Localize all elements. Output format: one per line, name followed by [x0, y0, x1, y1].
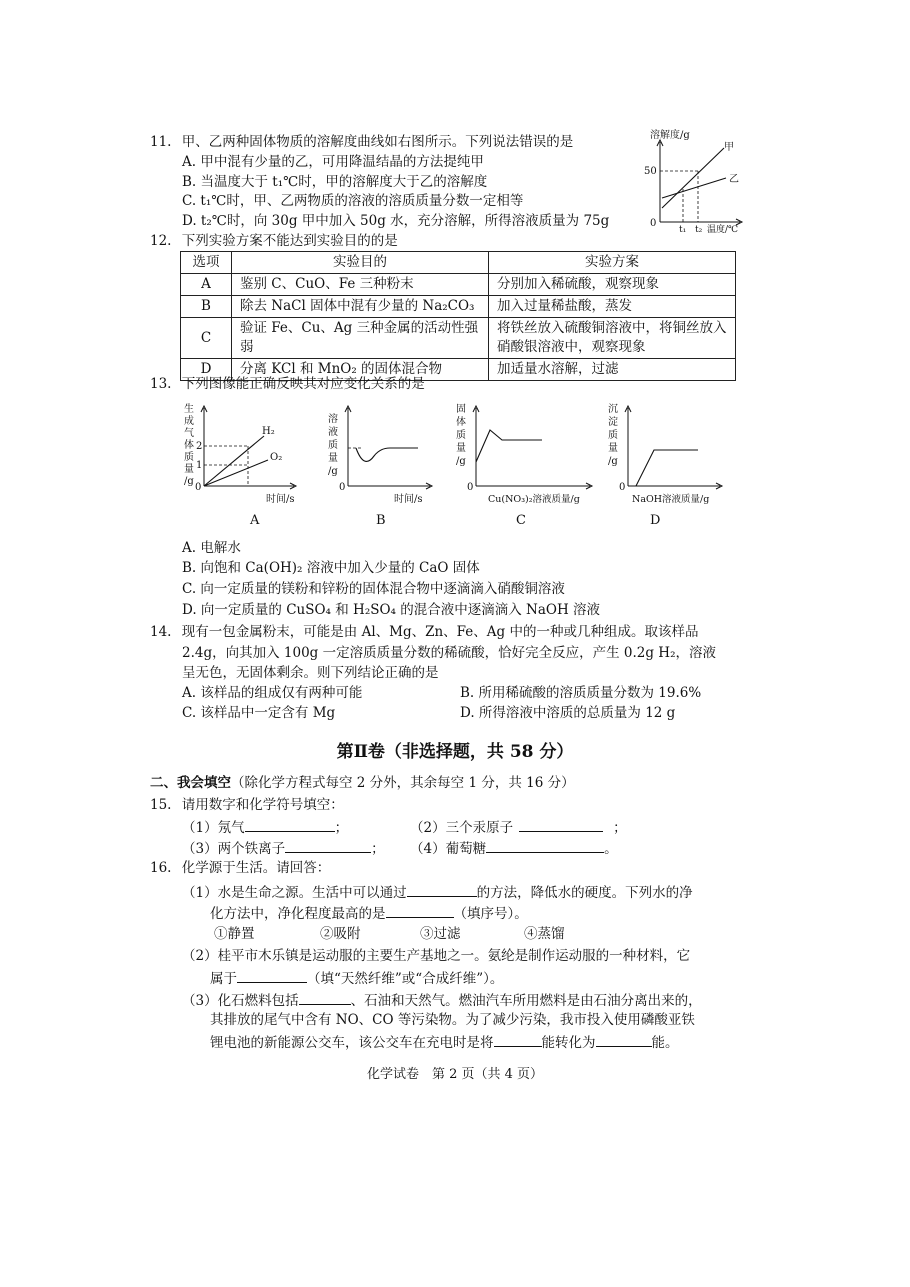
q12-header-plan: 实验方案 [489, 252, 736, 274]
q15-answer-blank-1[interactable] [245, 817, 335, 832]
q12-stem: 下列实验方案不能达到实验目的的是 [181, 233, 398, 249]
q12-row-option: B [181, 296, 232, 318]
q13-a-tick-1: 1 [196, 460, 203, 471]
q13-b-ylabel-char: 液 [328, 427, 338, 438]
q11-graph-origin: 0 [650, 218, 657, 229]
q11-graph-tick-50: 50 [644, 166, 657, 177]
q15-stem: 请用数字和化学符号填空： [181, 797, 344, 813]
q13-a-ylabel-char: 气 [184, 428, 194, 439]
q12-row-goal: 除去 NaCl 固体中混有少量的 Na₂CO₃ [232, 296, 489, 318]
q13-a-line-o2 [204, 460, 268, 486]
q16-part3-line3 [210, 1032, 679, 1053]
q13-a-letter: A [250, 513, 260, 528]
q12-table [180, 251, 736, 381]
q16-method-4: ④蒸馏 [524, 926, 565, 942]
q13-d-origin: 0 [619, 482, 626, 493]
q13-graph-b [322, 400, 442, 530]
q16-stem-line [150, 859, 330, 878]
q12-row-plan: 加入过量稀盐酸，蒸发 [489, 296, 736, 318]
q12-row-option: A [181, 274, 232, 296]
q13-b-xlabel: 时间/s [394, 494, 423, 505]
q14-option-c: C. 该样品中一定含有 Mg [182, 705, 336, 721]
q13-a-label-h2: H₂ [262, 426, 275, 437]
q11-stem: 甲、乙两种固体物质的溶解度曲线如右图所示。下列说法错误的是 [181, 134, 574, 150]
q11-number: 11. [150, 134, 172, 150]
q12-row-goal: 验证 Fe、Cu、Ag 三种金属的活动性强弱 [232, 318, 489, 359]
q16-method-2: ②吸附 [320, 926, 361, 942]
q15-answer-blank-2[interactable] [519, 817, 603, 832]
q13-a-label-o2: O₂ [270, 452, 283, 463]
q15-item-3 [182, 838, 385, 859]
q16-part2-line2 [210, 968, 503, 989]
q13-b-ylabel-char: 量 [328, 453, 338, 464]
q13-a-line-h2 [204, 436, 264, 486]
q11-option-d: D. t₂℃时，向 30g 甲中加入 50g 水，充分溶解，所得溶液质量为 75g [182, 213, 610, 229]
q16-part3-line2: 其排放的尾气中含有 NO、CO 等污染物。为了减少污染，我市投入使用磷酸亚铁 [210, 1012, 695, 1028]
q13-c-ylabel-char: 量 [456, 443, 466, 454]
q13-d-ylabel-char: /g [608, 456, 618, 467]
q16-p3-text-b: 、石油和天然气。燃油汽车所用燃料是由石油分离出来的， [350, 993, 702, 1009]
q13-b-ylabel-char: /g [328, 466, 338, 477]
q16-answer-blank-6[interactable] [596, 1032, 652, 1047]
q16-p1-text-d: （填序号）。 [453, 906, 528, 922]
q12-header-option: 选项 [181, 252, 232, 274]
q16-answer-blank-5[interactable] [494, 1032, 542, 1047]
q16-answer-blank-1[interactable] [407, 882, 477, 897]
q13-c-origin: 0 [467, 482, 474, 493]
q15-item-4 [410, 838, 618, 859]
q11-option-b: B. 当温度大于 t₁℃时，甲的溶解度大于乙的溶解度 [182, 174, 488, 190]
q16-p2-text-c: （填“天然纤维”或“合成纤维”）。 [307, 971, 504, 987]
q12-row-plan: 加适量水溶解，过滤 [489, 359, 736, 381]
q15-sep: ； [334, 820, 349, 836]
q13-option-b: B. 向饱和 Ca(OH)₂ 溶液中加入少量的 CaO 固体 [182, 560, 480, 576]
q13-a-ylabel-char: /g [184, 476, 194, 487]
q13-graph-c [452, 400, 602, 530]
q15-item-1-label: （1）氖气 [182, 820, 245, 836]
q14-stem-line-3: 呈无色，无固体剩余。则下列结论正确的是 [182, 665, 439, 681]
q13-d-ylabel-char: 质 [608, 430, 618, 441]
q11-graph-label-yi: 乙 [729, 174, 739, 185]
q13-a-origin: 0 [195, 482, 202, 493]
q11-graph-t2: t₂ [695, 225, 703, 234]
part-2-note: （除化学方程式每空 2 分外，其余每空 1 分，共 16 分） [231, 775, 575, 791]
q13-b-origin: 0 [339, 482, 346, 493]
q11-graph-xlabel: 温度/℃ [707, 225, 739, 234]
q15-sep: ； [613, 820, 627, 836]
q13-a-tick-2: 2 [196, 441, 203, 452]
q16-part1-line1 [182, 882, 693, 903]
q13-c-ylabel-char: /g [456, 456, 466, 467]
q13-b-curve [356, 448, 418, 461]
q13-option-a: A. 电解水 [182, 540, 241, 556]
q14-stem: 现有一包金属粉末，可能是由 Al、Mg、Zn、Fe、Ag 中的一种或几种组成。取该样品 [181, 624, 699, 640]
q16-p3-text-a: （3）化石燃料包括 [182, 993, 299, 1009]
q16-p3-text-d: 锂电池的新能源公交车，该公交车在充电时是将 [210, 1035, 494, 1051]
q12-row-option: D [181, 359, 232, 381]
q12-row-goal: 分离 KCl 和 MnO₂ 的固体混合物 [232, 359, 489, 381]
q13-option-d: D. 向一定质量的 CuSO₄ 和 H₂SO₄ 的混合液中逐滴滴入 NaOH 溶液 [182, 602, 601, 618]
q11-graph-label-jia: 甲 [724, 142, 734, 153]
q15-item-3-label: （3）两个铁离子 [182, 841, 286, 857]
q16-part1-line2 [210, 903, 528, 924]
part-2-heading: 二、我会填空 [150, 775, 231, 791]
q12-row-c [181, 318, 736, 359]
q13-c-xlabel: Cu(NO₃)₂溶液质量/g [488, 494, 580, 505]
section-2-title: 第Ⅱ卷（非选择题，共 58 分） [336, 742, 574, 762]
q13-graph-d [602, 400, 732, 530]
q12-row-b [181, 296, 736, 318]
q16-p3-text-f: 能。 [651, 1035, 679, 1051]
q13-a-xlabel: 时间/s [266, 494, 295, 505]
q15-item-2 [410, 817, 627, 838]
q13-d-xlabel: NaOH溶液质量/g [632, 494, 710, 505]
q13-d-ylabel-char: 沉 [608, 404, 618, 415]
page-footer: 化学试卷 第 2 页（共 4 页） [366, 1067, 544, 1082]
q15-answer-blank-3[interactable] [285, 838, 371, 853]
q16-stem: 化学源于生活。请回答： [181, 860, 331, 876]
q11-curve-yi [662, 178, 726, 198]
q13-a-ylabel-char: 成 [184, 416, 194, 427]
q13-option-c: C. 向一定质量的镁粉和锌粉的固体混合物中逐滴滴入硝酸铜溶液 [182, 581, 565, 597]
q12-number: 12. [150, 233, 172, 249]
q16-number: 16. [150, 860, 172, 876]
q16-part3-line1 [182, 990, 702, 1011]
q11-option-a: A. 甲中混有少量的乙，可用降温结晶的方法提纯甲 [182, 154, 484, 170]
q14-stem-line-1 [150, 623, 698, 642]
q12-row-plan: 分别加入稀硫酸，观察现象 [489, 274, 736, 296]
q13-c-ylabel-char: 质 [456, 430, 466, 441]
q11-option-c: C. t₁℃时，甲、乙两物质的溶液的溶质质量分数一定相等 [182, 193, 524, 209]
q13-a-ylabel-char: 质 [184, 452, 194, 463]
q15-number: 15. [150, 797, 172, 813]
q11-curve-jia [662, 148, 724, 208]
q15-item-4-label: （4）葡萄糖 [410, 841, 487, 857]
q14-stem-line-2: 2.4g，向其加入 100g 一定溶质质量分数的稀硫酸，恰好完全反应，产生 0.2g H₂，溶液 [182, 645, 716, 661]
q13-stem: 下列图像能正确反映其对应变化关系的是 [181, 376, 425, 392]
q15-answer-blank-4[interactable] [486, 838, 604, 853]
q12-stem-line [150, 232, 398, 251]
q14-option-b: B. 所用稀硫酸的溶质质量分数为 19.6% [460, 685, 702, 701]
q15-sep: ； [371, 841, 385, 857]
q12-row-a [181, 274, 736, 296]
q14-option-d: D. 所得溶液中溶质的总质量为 12 g [460, 705, 676, 721]
q16-answer-blank-4[interactable] [299, 990, 351, 1005]
q11-solubility-graph [640, 126, 755, 234]
q11-graph-ylabel: 溶解度/g [650, 130, 690, 141]
q13-b-letter: B [376, 513, 386, 528]
q16-p2-text-b: 属于 [210, 971, 237, 987]
q13-c-ylabel-char: 固 [456, 404, 466, 415]
q13-d-ylabel-char: 量 [608, 443, 618, 454]
q13-d-curve [628, 450, 698, 486]
q12-table-header [181, 252, 736, 274]
q15-item-1 [182, 817, 348, 838]
q12-row-option: C [181, 318, 232, 359]
q16-answer-blank-2[interactable] [386, 903, 454, 918]
q15-end: 。 [604, 841, 618, 857]
q16-p1-text-c: 化方法中，净化程度最高的是 [210, 906, 386, 922]
q13-number: 13. [150, 376, 172, 392]
q13-d-ylabel-char: 淀 [608, 417, 618, 428]
q13-b-ylabel-char: 质 [328, 440, 338, 451]
q13-c-letter: C [516, 513, 526, 528]
q12-row-goal: 鉴别 C、CuO、Fe 三种粉末 [232, 274, 489, 296]
q16-p1-text-a: （1）水是生命之源。生活中可以通过 [182, 885, 407, 901]
q16-method-1: ①静置 [214, 926, 255, 942]
q12-header-goal: 实验目的 [232, 252, 489, 274]
q13-stem-line [150, 375, 425, 394]
q11-stem-line [150, 133, 573, 152]
q14-option-a: A. 该样品的组成仅有两种可能 [182, 685, 363, 701]
q13-graph-a [182, 400, 312, 530]
q16-method-3: ③过滤 [420, 926, 461, 942]
q13-c-curve [476, 430, 542, 462]
q14-number: 14. [150, 624, 172, 640]
q13-b-ylabel-char: 溶 [328, 414, 338, 425]
q16-part2-line1: （2）桂平市木乐镇是运动服的主要生产基地之一。氨纶是制作运动服的一种材料，它 [182, 948, 691, 964]
q13-a-ylabel-char: 量 [184, 464, 194, 475]
q13-a-ylabel-char: 生 [184, 404, 194, 415]
part-2-heading-line [150, 774, 575, 793]
q13-d-letter: D [650, 513, 661, 528]
q15-item-2-label: （2）三个汞原子 [410, 820, 514, 836]
q13-c-ylabel-char: 体 [456, 417, 466, 428]
q16-p1-text-b: 的方法，降低水的硬度。下列水的净 [476, 885, 693, 901]
q16-answer-blank-3[interactable] [237, 968, 307, 983]
q16-p3-text-e: 能转化为 [541, 1035, 596, 1051]
q12-row-plan: 将铁丝放入硫酸铜溶液中，将铜丝放入硝酸银溶液中，观察现象 [489, 318, 736, 359]
q13-a-ylabel-char: 体 [184, 440, 194, 451]
q15-stem-line [150, 796, 344, 815]
q11-graph-t1: t₁ [679, 225, 687, 234]
